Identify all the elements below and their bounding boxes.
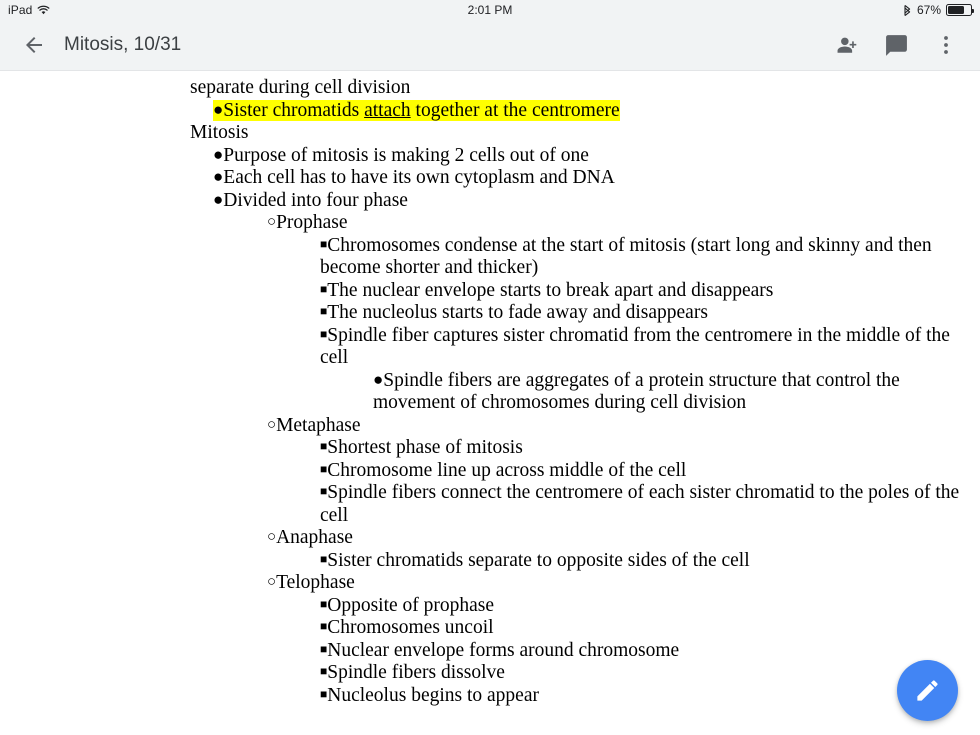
device-label: iPad — [8, 3, 33, 17]
note-line[interactable] — [0, 280, 980, 303]
list-bullet-circle: ○ — [267, 214, 277, 231]
note-line[interactable] — [0, 617, 980, 640]
note-line-text: Mitosis — [190, 122, 249, 144]
note-line[interactable] — [0, 302, 980, 325]
note-line[interactable] — [0, 122, 980, 145]
list-bullet-disc: ● — [213, 189, 224, 209]
note-line[interactable] — [0, 640, 980, 663]
comment-button[interactable] — [876, 25, 916, 65]
edit-note-fab[interactable] — [897, 660, 958, 721]
note-line[interactable] — [0, 460, 980, 483]
list-bullet-disc: ● — [213, 99, 224, 119]
list-bullet-square: ■ — [320, 281, 328, 296]
note-line-text: Shortest phase of mitosis — [327, 437, 523, 459]
note-line-text: Sister chromatids attach together at the centromere — [223, 99, 620, 121]
person-add-icon — [834, 33, 859, 58]
bluetooth-icon — [903, 4, 912, 17]
note-line-text: Each cell has to have its own cytoplasm and DNA — [223, 167, 615, 189]
app-toolbar — [0, 20, 980, 71]
note-line-text: Metaphase — [276, 414, 361, 436]
add-collaborator-button[interactable] — [826, 25, 866, 65]
underlined-word: attach — [364, 99, 411, 121]
note-line[interactable] — [0, 662, 980, 685]
note-line-text: Spindle fibers connect the centromere of each sister chromatid to the poles of the cell — [320, 482, 960, 526]
status-bar-right — [903, 3, 972, 17]
back-button[interactable] — [14, 25, 54, 65]
list-bullet-square: ■ — [320, 439, 328, 454]
note-line-text: Sister chromatids separate to opposite sides of the cell — [327, 549, 750, 571]
list-bullet-circle: ○ — [267, 416, 277, 433]
note-scroll-area[interactable] — [0, 71, 980, 735]
toolbar-actions — [826, 25, 966, 65]
list-bullet-square: ■ — [320, 304, 328, 319]
note-line[interactable] — [0, 415, 980, 438]
ios-status-bar — [0, 0, 980, 20]
list-bullet-disc: ● — [373, 369, 384, 389]
note-line[interactable] — [0, 325, 980, 370]
note-line-text: The nucleolus starts to fade away and disappears — [327, 302, 708, 324]
note-line-text: Spindle fibers are aggregates of a protein structure that control the movement of chromosomes during cell division — [373, 369, 900, 414]
more-vertical-icon — [934, 33, 958, 57]
note-line-text: Telophase — [276, 572, 355, 594]
note-line[interactable] — [0, 212, 980, 235]
note-line-text: Divided into four phase — [223, 189, 408, 211]
note-line-text: Prophase — [276, 212, 348, 234]
list-bullet-square: ■ — [320, 641, 328, 656]
note-line-text: The nuclear envelope starts to break apart and disappears — [327, 279, 774, 301]
list-bullet-square: ■ — [320, 664, 328, 679]
note-line[interactable] — [0, 550, 980, 573]
note-line-text: Chromosomes condense at the start of mitosis (start long and skinny and then become shorter and thicker) — [320, 234, 932, 279]
list-bullet-square: ■ — [320, 326, 328, 341]
note-line-text: Chromosome line up across middle of the cell — [327, 459, 687, 481]
note-line-text: Chromosomes uncoil — [327, 617, 494, 639]
list-bullet-disc: ● — [213, 144, 224, 164]
note-line[interactable] — [0, 167, 980, 190]
note-line[interactable] — [0, 437, 980, 460]
list-bullet-square: ■ — [320, 461, 328, 476]
arrow-back-icon — [22, 33, 46, 57]
note-line[interactable] — [0, 370, 980, 415]
battery-icon — [946, 4, 972, 16]
note-content[interactable] — [0, 71, 980, 707]
note-line[interactable] — [0, 482, 980, 527]
status-bar-clock: 2:01 PM — [467, 3, 513, 17]
note-line[interactable] — [0, 190, 980, 213]
note-line-text: Nucleolus begins to appear — [327, 684, 539, 706]
note-line-text: Nuclear envelope forms around chromosome — [327, 639, 680, 661]
note-line-text: Purpose of mitosis is making 2 cells out of one — [223, 144, 589, 166]
list-bullet-circle: ○ — [267, 574, 277, 591]
note-line[interactable] — [0, 685, 980, 708]
note-line[interactable] — [0, 100, 980, 123]
note-line[interactable] — [0, 145, 980, 168]
list-bullet-square: ■ — [320, 484, 328, 499]
edit-pencil-icon — [914, 677, 941, 704]
note-line-text: Spindle fiber captures sister chromatid from the centromere in the middle of the cell — [320, 324, 950, 369]
note-line-text: Opposite of prophase — [327, 594, 495, 616]
note-line[interactable] — [0, 572, 980, 595]
note-line-text: separate during cell division — [190, 77, 411, 98]
list-bullet-square: ■ — [320, 596, 328, 611]
page-title: Mitosis, 10/31 — [64, 34, 182, 55]
note-line-text: Spindle fibers dissolve — [327, 662, 505, 684]
list-bullet-square: ■ — [320, 619, 328, 634]
note-line[interactable] — [0, 527, 980, 550]
note-line[interactable] — [0, 595, 980, 618]
battery-percent-label: 67% — [916, 3, 941, 17]
note-line-text: Anaphase — [276, 527, 353, 549]
list-bullet-disc: ● — [213, 167, 224, 187]
list-bullet-circle: ○ — [267, 529, 277, 546]
note-line[interactable] — [0, 235, 980, 280]
list-bullet-square: ■ — [320, 551, 328, 566]
comment-icon — [884, 33, 909, 58]
more-options-button[interactable] — [926, 25, 966, 65]
list-bullet-square: ■ — [320, 686, 328, 701]
note-line[interactable] — [0, 77, 980, 100]
list-bullet-square: ■ — [320, 236, 328, 251]
